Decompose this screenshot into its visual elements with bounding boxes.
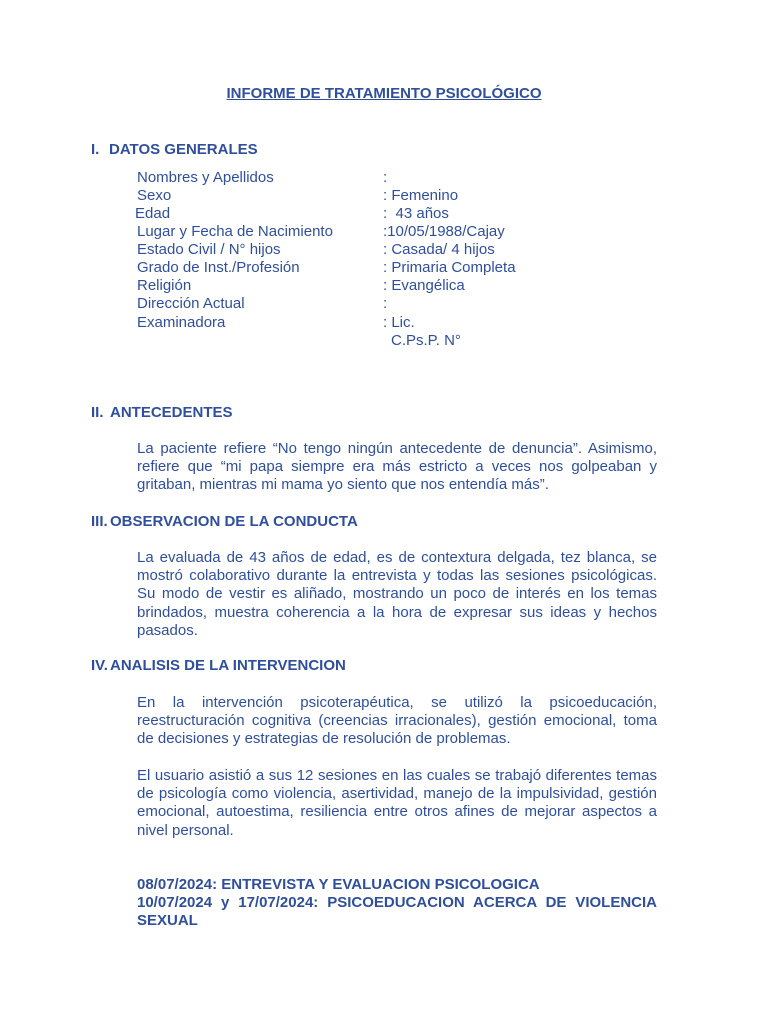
paragraph-observacion: La evaluada de 43 años de edad, es de contextura delgada, tez blanca, se mostró colaborativo durante la entrevista y todas las sesiones psicológicas. Su modo de vestir es aliñado, mostrando un poco de interés en los temas brindados, muestra coherencia a la hora de expresar sus ideas y hechos pasados. <box>137 549 657 639</box>
document-title: INFORME DE TRATAMIENTO PSICOLÓGICO <box>226 85 542 102</box>
field-label: Religión <box>137 277 192 294</box>
field-label: Dirección Actual <box>137 295 245 312</box>
field-label: Examinadora <box>137 314 226 331</box>
field-label: Lugar y Fecha de Nacimiento <box>137 223 333 240</box>
field-value: : Lic. <box>383 314 415 331</box>
schedule-item: 08/07/2024: ENTREVISTA Y EVALUACION PSICOLOGICA <box>137 876 540 893</box>
field-value: : <box>383 169 388 186</box>
section-heading-observacion <box>91 513 358 531</box>
schedule-item: 10/07/2024 y 17/07/2024: PSICOEDUCACION ACERCA DE VIOLENCIA SEXUAL <box>137 894 657 929</box>
section-title: ANALISIS DE LA INTERVENCION <box>110 657 346 674</box>
section-title: ANTECEDENTES <box>110 404 233 421</box>
section-number: III. <box>91 513 108 530</box>
section-title: DATOS GENERALES <box>109 141 258 158</box>
paragraph-analisis-2: El usuario asistió a sus 12 sesiones en las cuales se trabajó diferentes temas de psicología como violencia, asertividad, manejo de la impulsividad, gestión emocional, autoestima, resiliencia entre otros afines de mejorar aspectos a nivel personal. <box>137 767 657 839</box>
field-value: : 43 años <box>383 205 449 222</box>
field-label: Grado de Inst./Profesión <box>137 259 300 276</box>
field-value: : Femenino <box>383 187 459 204</box>
paragraph-analisis-1: En la intervención psicoterapéutica, se utilizó la psicoeducación, reestructuración cognitiva (creencias irracionales), gestión emocional, toma de decisiones y estrategias de resolución de problemas. <box>137 694 657 748</box>
paragraph-antecedentes: La paciente refiere “No tengo ningún antecedente de denuncia”. Asimismo, refiere que “mi papa siempre era más estricto a veces nos golpeaban y gritaban, mientras mi mama yo siento que nos entendía más”. <box>137 440 657 494</box>
section-number: I. <box>91 141 100 158</box>
section-heading-datos <box>91 141 258 159</box>
field-label: Estado Civil / N° hijos <box>137 241 281 258</box>
field-value: : Evangélica <box>383 277 465 294</box>
field-value: : Primaria Completa <box>383 259 516 276</box>
field-label: Nombres y Apellidos <box>137 169 274 186</box>
field-value: :10/05/1988/Cajay <box>383 223 505 240</box>
field-value: : Casada/ 4 hijos <box>383 241 495 258</box>
field-value: : <box>383 295 388 312</box>
field-value-extra: C.Ps.P. N° <box>391 332 461 349</box>
section-number: IV. <box>91 657 108 674</box>
section-number: II. <box>91 404 104 421</box>
section-heading-analisis <box>91 657 346 675</box>
section-heading-antecedentes <box>91 404 233 422</box>
section-title: OBSERVACION DE LA CONDUCTA <box>110 513 358 530</box>
field-label: Edad <box>135 205 171 222</box>
field-label: Sexo <box>137 187 172 204</box>
